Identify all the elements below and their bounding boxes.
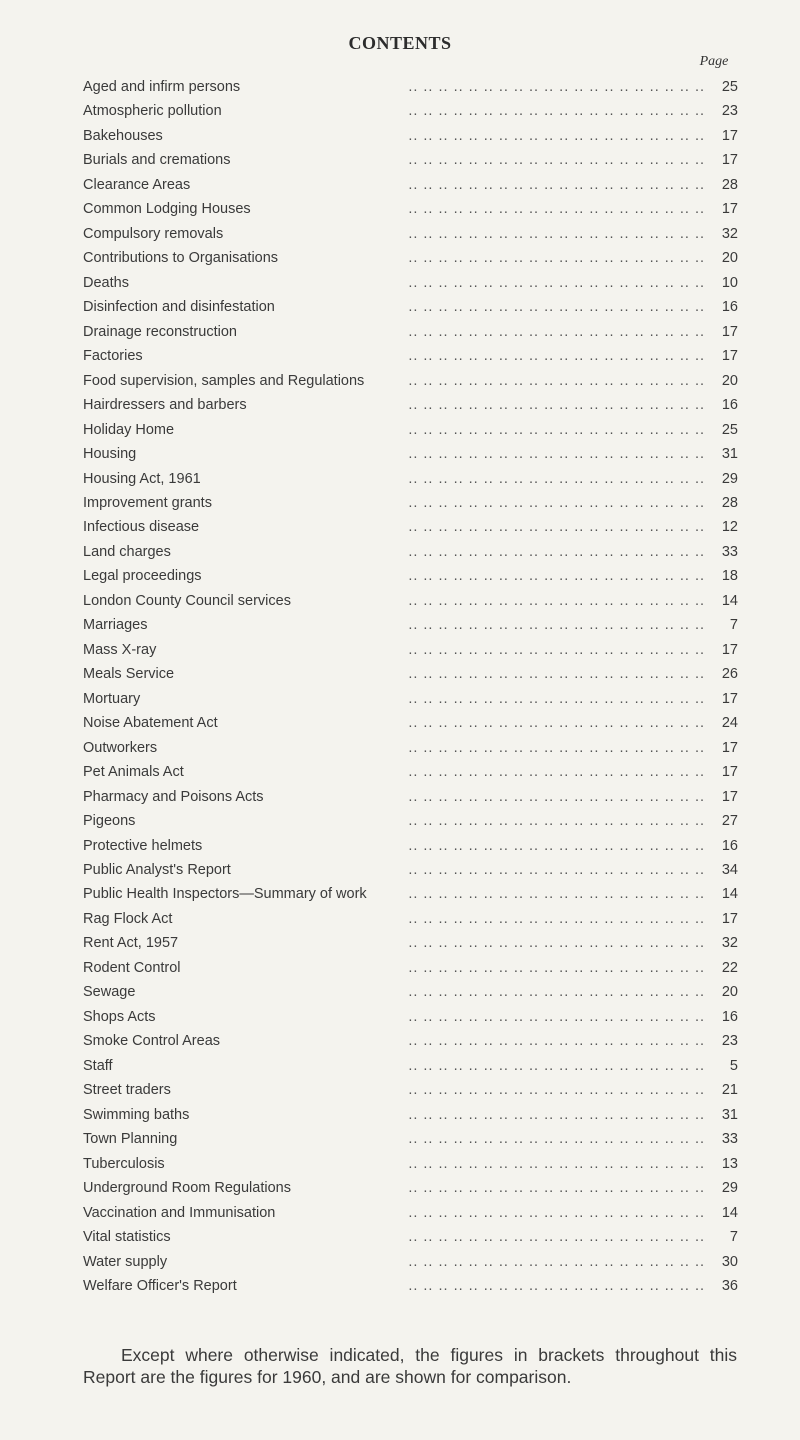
contents-entry: .. .. .. .. .. .. .. .. .. .. .. .. .. .. .. .. .. .. .. .. Mortuary 17 bbox=[83, 687, 745, 711]
entry-label: Rent Act, 1957 bbox=[83, 931, 184, 955]
entry-label: Bakehouses bbox=[83, 124, 169, 148]
entry-page: 30 bbox=[721, 1253, 738, 1270]
entry-page: 16 bbox=[721, 397, 738, 414]
contents-entry: .. .. .. .. .. .. .. .. .. .. .. .. .. .. .. .. .. .. .. .. Swimming baths 31 bbox=[83, 1103, 745, 1127]
entry-page: 28 bbox=[721, 494, 738, 511]
entry-page: 21 bbox=[721, 1082, 738, 1099]
entry-page: 16 bbox=[721, 299, 738, 316]
contents-entry: .. .. .. .. .. .. .. .. .. .. .. .. .. .. .. .. .. .. .. .. Water supply 30 bbox=[83, 1250, 745, 1274]
entry-page: 7 bbox=[729, 617, 738, 634]
entry-label: Swimming baths bbox=[83, 1103, 195, 1127]
entry-page: 34 bbox=[721, 862, 738, 878]
entry-label: Holiday Home bbox=[83, 418, 180, 442]
entry-label: Land charges bbox=[83, 540, 177, 564]
contents-entry: .. .. .. .. .. .. .. .. .. .. .. .. .. .. .. .. .. .. .. .. Welfare Officer's Report 36 bbox=[83, 1274, 745, 1298]
entry-label: Legal proceedings bbox=[83, 564, 208, 588]
contents-entry: .. .. .. .. .. .. .. .. .. .. .. .. .. .. .. .. .. .. .. .. Protective helmets 16 bbox=[83, 834, 745, 858]
contents-entry: .. .. .. .. .. .. .. .. .. .. .. .. .. .. .. .. .. .. .. .. Improvement grants 28 bbox=[83, 491, 745, 515]
entry-page: 7 bbox=[729, 1229, 738, 1246]
entry-label: Public Analyst's Report bbox=[83, 858, 237, 882]
entry-label: Infectious disease bbox=[83, 515, 205, 539]
entry-page: 32 bbox=[721, 935, 738, 952]
contents-entry: .. .. .. .. .. .. .. .. .. .. .. .. .. .. .. .. .. .. .. .. Factories 17 bbox=[83, 344, 745, 368]
entry-page: 17 bbox=[721, 788, 738, 805]
entry-label: Hairdressers and barbers bbox=[83, 393, 253, 417]
contents-entry: .. .. .. .. .. .. .. .. .. .. .. .. .. .. .. .. .. .. .. .. Marriages 7 bbox=[83, 613, 745, 637]
contents-entry: .. .. .. .. .. .. .. .. .. .. .. .. .. .. .. .. .. .. .. .. Outworkers 17 bbox=[83, 736, 745, 760]
entry-label: Drainage reconstruction bbox=[83, 320, 243, 344]
contents-entry: .. .. .. .. .. .. .. .. .. .. .. .. .. .. .. .. .. .. .. .. Rodent Control 22 bbox=[83, 956, 745, 980]
entry-page: 5 bbox=[729, 1057, 738, 1074]
entry-label: Compulsory removals bbox=[83, 222, 229, 246]
entry-page: 29 bbox=[721, 1180, 738, 1197]
entry-page: 17 bbox=[721, 910, 738, 927]
entry-label: Atmospheric pollution bbox=[83, 99, 228, 123]
contents-entry: .. .. .. .. .. .. .. .. .. .. .. .. .. .. .. .. .. .. .. .. Infectious disease 12 bbox=[83, 515, 745, 539]
contents-entry: .. .. .. .. .. .. .. .. .. .. .. .. .. .. .. .. .. .. .. .. Aged and infirm persons 25 bbox=[83, 75, 745, 99]
contents-entry: .. .. .. .. .. .. .. .. .. .. .. .. .. .. .. .. .. .. .. .. Mass X-ray 17 bbox=[83, 638, 745, 662]
entry-page: 26 bbox=[721, 666, 738, 683]
entry-label: Mass X-ray bbox=[83, 638, 162, 662]
entry-page: 20 bbox=[721, 372, 738, 389]
entry-page: 17 bbox=[721, 127, 738, 144]
entry-page: 27 bbox=[721, 813, 738, 830]
entry-label: Common Lodging Houses bbox=[83, 197, 257, 221]
entry-page: 32 bbox=[721, 225, 738, 242]
entry-label: Deaths bbox=[83, 271, 135, 295]
contents-entry: .. .. .. .. .. .. .. .. .. .. .. .. .. .. .. .. .. .. .. .. Meals Service 26 bbox=[83, 662, 745, 686]
entry-page: 17 bbox=[721, 152, 738, 169]
entry-page: 25 bbox=[721, 79, 738, 95]
entry-label: Shops Acts bbox=[83, 1005, 162, 1029]
contents-entry: .. .. .. .. .. .. .. .. .. .. .. .. .. .. .. .. .. .. .. .. Housing Act, 1961 29 bbox=[83, 467, 745, 491]
contents-entry: .. .. .. .. .. .. .. .. .. .. .. .. .. .. .. .. .. .. .. .. Housing 31 bbox=[83, 442, 745, 466]
contents-entry: .. .. .. .. .. .. .. .. .. .. .. .. .. .. .. .. .. .. .. .. Disinfection and disinfestation 16 bbox=[83, 295, 745, 319]
entry-page: 20 bbox=[721, 984, 738, 1001]
entry-label: Vital statistics bbox=[83, 1225, 177, 1249]
contents-entry: .. .. .. .. .. .. .. .. .. .. .. .. .. .. .. .. .. .. .. .. Atmospheric pollution 23 bbox=[83, 99, 745, 123]
contents-entry: .. .. .. .. .. .. .. .. .. .. .. .. .. .. .. .. .. .. .. .. Staff 5 bbox=[83, 1054, 745, 1078]
entry-page: 17 bbox=[721, 348, 738, 365]
entry-page: 20 bbox=[721, 250, 738, 267]
entry-page: 23 bbox=[721, 1033, 738, 1050]
contents-entry: .. .. .. .. .. .. .. .. .. .. .. .. .. .. .. .. .. .. .. .. Burials and cremations 17 bbox=[83, 148, 745, 172]
entry-label: Mortuary bbox=[83, 687, 146, 711]
entry-page: 12 bbox=[721, 519, 738, 536]
entry-page: 23 bbox=[721, 103, 738, 120]
entry-page: 31 bbox=[721, 1106, 738, 1123]
entry-label: Sewage bbox=[83, 980, 141, 1004]
entry-page: 33 bbox=[721, 543, 738, 560]
contents-entry: .. .. .. .. .. .. .. .. .. .. .. .. .. .. .. .. .. .. .. .. Drainage reconstruction 17 bbox=[83, 320, 745, 344]
entry-label: Noise Abatement Act bbox=[83, 711, 224, 735]
contents-entry: .. .. .. .. .. .. .. .. .. .. .. .. .. .. .. .. .. .. .. .. Sewage 20 bbox=[83, 980, 745, 1004]
entry-label: Staff bbox=[83, 1054, 119, 1078]
entry-page: 18 bbox=[721, 568, 738, 585]
entry-label: Welfare Officer's Report bbox=[83, 1274, 243, 1298]
page-title: CONTENTS bbox=[348, 33, 452, 53]
contents-entry: .. .. .. .. .. .. .. .. .. .. .. .. .. .. .. .. .. .. .. .. Compulsory removals 32 bbox=[83, 222, 745, 246]
entry-label: Tuberculosis bbox=[83, 1152, 171, 1176]
entry-label: Pigeons bbox=[83, 809, 141, 833]
entry-page: 25 bbox=[721, 421, 738, 438]
entry-page: 14 bbox=[721, 592, 738, 609]
entry-page: 10 bbox=[721, 274, 738, 291]
entry-page: 29 bbox=[721, 470, 738, 487]
entry-label: Pharmacy and Poisons Acts bbox=[83, 785, 270, 809]
entry-page: 17 bbox=[721, 764, 738, 781]
entry-label: Housing bbox=[83, 442, 142, 466]
entry-label: Water supply bbox=[83, 1250, 173, 1274]
entry-page: 17 bbox=[721, 739, 738, 756]
entry-label: Aged and infirm persons bbox=[83, 75, 246, 99]
contents-entry: .. .. .. .. .. .. .. .. .. .. .. .. .. .. .. .. .. .. .. .. Pigeons 27 bbox=[83, 809, 745, 833]
entry-label: Housing Act, 1961 bbox=[83, 467, 207, 491]
contents-entry: .. .. .. .. .. .. .. .. .. .. .. .. .. .. .. .. .. .. .. .. Land charges 33 bbox=[83, 540, 745, 564]
entry-page: 14 bbox=[721, 1204, 738, 1221]
contents-entry: .. .. .. .. .. .. .. .. .. .. .. .. .. .. .. .. .. .. .. .. London County Council services 14 bbox=[83, 589, 745, 613]
contents-entry: .. .. .. .. .. .. .. .. .. .. .. .. .. .. .. .. .. .. .. .. Street traders 21 bbox=[83, 1078, 745, 1102]
contents-entry: .. .. .. .. .. .. .. .. .. .. .. .. .. .. .. .. .. .. .. .. Holiday Home 25 bbox=[83, 418, 745, 442]
contents-entry: .. .. .. .. .. .. .. .. .. .. .. .. .. .. .. .. .. .. .. .. Rag Flock Act 17 bbox=[83, 907, 745, 931]
entry-label: Rag Flock Act bbox=[83, 907, 178, 931]
entry-page: 16 bbox=[721, 837, 738, 854]
entry-page: 33 bbox=[721, 1131, 738, 1148]
contents-entry: .. .. .. .. .. .. .. .. .. .. .. .. .. .. .. .. .. .. .. .. Pharmacy and Poisons Acts 17 bbox=[83, 785, 745, 809]
entry-label: Clearance Areas bbox=[83, 173, 196, 197]
contents-entry: .. .. .. .. .. .. .. .. .. .. .. .. .. .. .. .. .. .. .. .. Clearance Areas 28 bbox=[83, 173, 745, 197]
contents-entry: .. .. .. .. .. .. .. .. .. .. .. .. .. .. .. .. .. .. .. .. Rent Act, 1957 32 bbox=[83, 931, 745, 955]
contents-entry: .. .. .. .. .. .. .. .. .. .. .. .. .. .. .. .. .. .. .. .. Deaths 10 bbox=[83, 271, 745, 295]
entry-label: Food supervision, samples and Regulations bbox=[83, 369, 370, 393]
entry-label: Marriages bbox=[83, 613, 153, 637]
footnote: Except where otherwise indicated, the figures in brackets throughout this Report are the figures for 1960, and are shown for comparison. bbox=[83, 1344, 737, 1387]
entry-page: 13 bbox=[721, 1155, 738, 1172]
contents-entry: .. .. .. .. .. .. .. .. .. .. .. .. .. .. .. .. .. .. .. .. Hairdressers and barbers 16 bbox=[83, 393, 745, 417]
contents-entry: .. .. .. .. .. .. .. .. .. .. .. .. .. .. .. .. .. .. .. .. Vaccination and Immunisation 14 bbox=[83, 1201, 745, 1225]
entry-page: 24 bbox=[721, 715, 738, 732]
entry-label: London County Council services bbox=[83, 589, 297, 613]
contents-entry: .. .. .. .. .. .. .. .. .. .. .. .. .. .. .. .. .. .. .. .. Public Analyst's Report 34 bbox=[83, 858, 745, 882]
contents-entry: .. .. .. .. .. .. .. .. .. .. .. .. .. .. .. .. .. .. .. .. Town Planning 33 bbox=[83, 1127, 745, 1151]
entry-label: Contributions to Organisations bbox=[83, 246, 284, 270]
entry-label: Meals Service bbox=[83, 662, 180, 686]
contents-entry: .. .. .. .. .. .. .. .. .. .. .. .. .. .. .. .. .. .. .. .. Tuberculosis 13 bbox=[83, 1152, 745, 1176]
entry-label: Underground Room Regulations bbox=[83, 1176, 297, 1200]
entry-page: 16 bbox=[721, 1008, 738, 1025]
entry-page: 17 bbox=[721, 323, 738, 340]
entry-label: Public Health Inspectors—Summary of work bbox=[83, 882, 373, 906]
entry-label: Burials and cremations bbox=[83, 148, 237, 172]
contents-entry: .. .. .. .. .. .. .. .. .. .. .. .. .. .. .. .. .. .. .. .. Shops Acts 16 bbox=[83, 1005, 745, 1029]
contents-entry: .. .. .. .. .. .. .. .. .. .. .. .. .. .. .. .. .. .. .. .. Bakehouses 17 bbox=[83, 124, 745, 148]
contents-list bbox=[83, 75, 745, 1298]
page-column-header: Page bbox=[699, 54, 729, 69]
entry-page: 31 bbox=[721, 446, 738, 463]
entry-label: Town Planning bbox=[83, 1127, 183, 1151]
entry-label: Rodent Control bbox=[83, 956, 187, 980]
entry-page: 17 bbox=[721, 201, 738, 218]
entry-label: Disinfection and disinfestation bbox=[83, 295, 281, 319]
entry-page: 28 bbox=[721, 176, 738, 193]
entry-label: Protective helmets bbox=[83, 834, 208, 858]
entry-page: 22 bbox=[721, 959, 738, 976]
entry-page: 36 bbox=[721, 1277, 738, 1294]
contents-entry: .. .. .. .. .. .. .. .. .. .. .. .. .. .. .. .. .. .. .. .. Underground Room Regulations 29 bbox=[83, 1176, 745, 1200]
entry-label: Pet Animals Act bbox=[83, 760, 190, 784]
contents-entry: .. .. .. .. .. .. .. .. .. .. .. .. .. .. .. .. .. .. .. .. Public Health Inspectors—Summary of work 14 bbox=[83, 882, 745, 906]
contents-entry: .. .. .. .. .. .. .. .. .. .. .. .. .. .. .. .. .. .. .. .. Common Lodging Houses 17 bbox=[83, 197, 745, 221]
contents-entry: .. .. .. .. .. .. .. .. .. .. .. .. .. .. .. .. .. .. .. .. Noise Abatement Act 24 bbox=[83, 711, 745, 735]
entry-label: Factories bbox=[83, 344, 149, 368]
entry-label: Improvement grants bbox=[83, 491, 218, 515]
contents-entry: .. .. .. .. .. .. .. .. .. .. .. .. .. .. .. .. .. .. .. .. Smoke Control Areas 23 bbox=[83, 1029, 745, 1053]
contents-entry: .. .. .. .. .. .. .. .. .. .. .. .. .. .. .. .. .. .. .. .. Vital statistics 7 bbox=[83, 1225, 745, 1249]
entry-page: 14 bbox=[721, 886, 738, 903]
contents-entry: .. .. .. .. .. .. .. .. .. .. .. .. .. .. .. .. .. .. .. .. Legal proceedings 18 bbox=[83, 564, 745, 588]
entry-label: Smoke Control Areas bbox=[83, 1029, 226, 1053]
contents-entry: .. .. .. .. .. .. .. .. .. .. .. .. .. .. .. .. .. .. .. .. Food supervision, samples and Regulations 20 bbox=[83, 369, 745, 393]
entry-label: Outworkers bbox=[83, 736, 163, 760]
entry-page: 17 bbox=[721, 641, 738, 658]
entry-label: Vaccination and Immunisation bbox=[83, 1201, 281, 1225]
entry-label: Street traders bbox=[83, 1078, 177, 1102]
contents-entry: .. .. .. .. .. .. .. .. .. .. .. .. .. .. .. .. .. .. .. .. Contributions to Organisations 20 bbox=[83, 246, 745, 270]
entry-page: 17 bbox=[721, 690, 738, 707]
contents-entry: .. .. .. .. .. .. .. .. .. .. .. .. .. .. .. .. .. .. .. .. Pet Animals Act 17 bbox=[83, 760, 745, 784]
